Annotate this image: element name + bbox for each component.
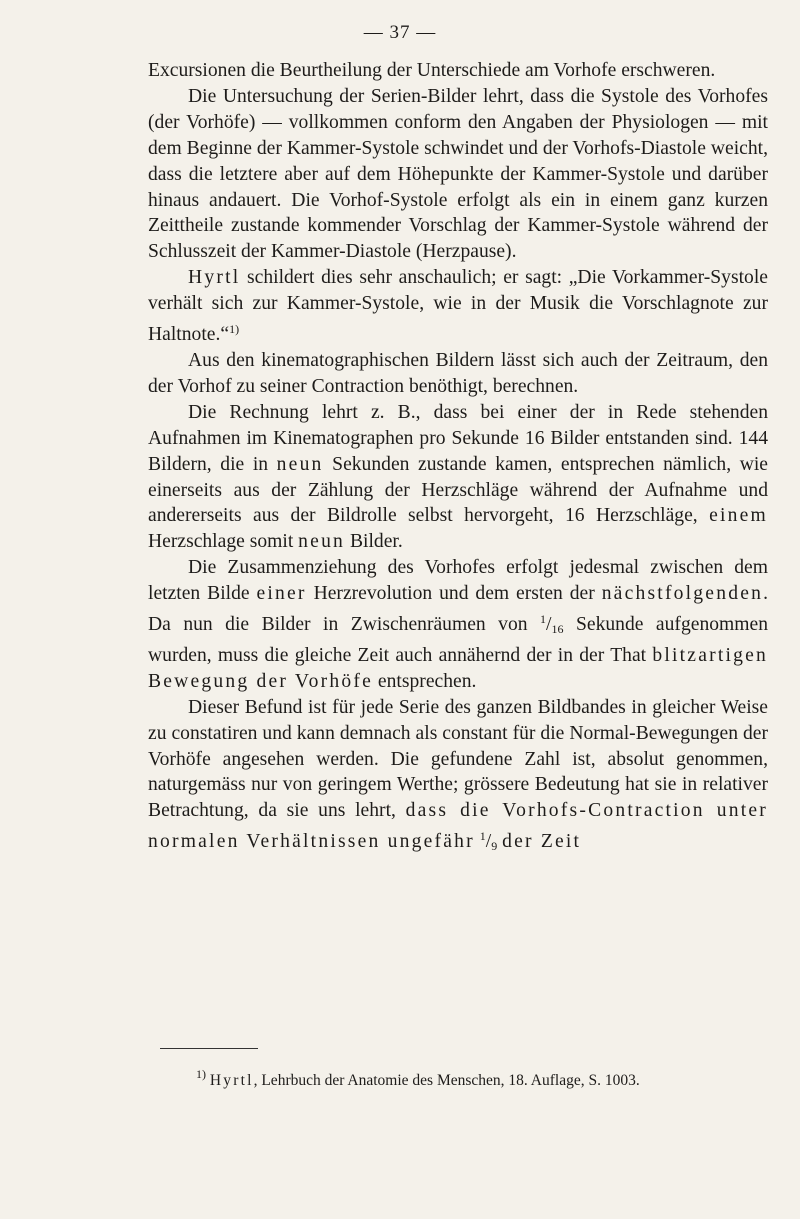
author-name: Hyrtl	[188, 267, 241, 289]
fraction-numerator: 1	[479, 829, 486, 844]
paragraph-5	[148, 400, 768, 555]
footnote	[196, 1064, 756, 1091]
emphasis: nächstfolgenden	[601, 583, 764, 605]
paragraph-6-text: Die Zusammenziehung des Vorhofes erfolgt jedesmal zwischen dem letzten Bilde	[148, 557, 768, 605]
fraction: $^1/_{16}$	[540, 612, 564, 637]
paragraph-2: Die Untersuchung der Serien-Bilder lehrt, dass die Systole des Vorhofes (der Vorhöfe) — vollkommen conform den Angaben der Physiologen — mit dem Beginne der Kammer-Systole schwindet und der Vorhofs-Diastole weicht, dass die letztere aber auf dem Höhepunkte der Kammer-Systole und darüber hinaus andauert. Die Vorhof-Systole erfolgt als ein in einem ganz kurzen Zeittheile zustande kommender Vorschlag der Kammer-Systole während der Schlusszeit der Kammer-Diastole (Herzpause).	[148, 85, 768, 263]
paragraph-5-text: Herzschlage somit	[148, 531, 299, 553]
paragraph-6-text: Herzrevolution und dem ersten der	[306, 583, 602, 605]
emphasis: der Zeit	[502, 831, 582, 853]
main-text	[148, 58, 768, 860]
paragraph-5-text: Sekunden zustande kamen, entsprechen nämlich, wie einerseits aus der Zählung der Herzschläge während der Aufnahme und andererseits aus der Bildrolle selbst hervorgeht, 16 Herzschläge,	[148, 453, 769, 527]
footnote-text: , Lehrbuch der Anatomie des Menschen, 18. Auflage, S. 1003.	[253, 1072, 640, 1089]
footnote-reference: 1)	[229, 322, 240, 337]
footnote-mark: 1)	[196, 1067, 206, 1081]
paragraph-7	[148, 695, 768, 860]
fraction-denominator: 16	[551, 622, 564, 637]
emphasis: einer	[256, 583, 307, 605]
paragraph-6-text: . Da nun die Bilder in Zwischenräumen von	[148, 583, 768, 636]
page-number: — 37 —	[363, 22, 437, 43]
paragraph-6-text: Sekunde aufgenommen wurden, muss die gleiche Zeit auch annähernd der in der That	[148, 614, 769, 666]
paragraph-5-text: Die Rechnung lehrt z. B., dass bei einer der in Rede stehenden Aufnahmen im Kinematographen pro Sekunde 16 Bilder entstanden sind. 144 Bildern, die in	[148, 401, 768, 475]
paragraph-4: Aus den kinematographischen Bildern lässt sich auch der Zeitraum, den der Vorhof zu seiner Contraction benöthigt, berechnen.	[148, 349, 768, 397]
emphasis: neun	[298, 531, 346, 553]
footnote-rule	[160, 1048, 258, 1049]
paragraph-6-text: entsprechen.	[373, 670, 477, 692]
emphasis: blitzartigen Bewegung der Vorhöfe	[148, 644, 768, 692]
paragraph-5-text: Bilder.	[345, 531, 403, 553]
paragraph-1: Excursionen die Beurtheilung der Unterschiede am Vorhofe erschweren.	[148, 60, 716, 81]
paragraph-7-text: Dieser Befund ist für jede Serie des ganzen Bildbandes in gleicher Weise zu constatiren und kann demnach als constant für die Normal-Bewegungen der Vorhöfe angesehen werden. Die gefundene Zahl ist, absolut genommen, naturgemäss nur von geringem Werthe; grössere Bedeutung hat sie in relativer Betrachtung, da sie uns lehrt,	[148, 696, 768, 822]
paragraph-3	[148, 265, 768, 348]
fraction-denominator: 9	[491, 839, 498, 854]
fraction-numerator: 1	[540, 612, 547, 627]
paragraph-6	[148, 555, 768, 695]
emphasis: dass die Vorhofs-Contraction unter normalen Verhältnissen ungefähr	[148, 800, 768, 853]
emphasis: neun	[276, 453, 324, 475]
emphasis: einem	[709, 505, 768, 527]
paragraph-3-text: schildert dies sehr anschaulich; er sagt: „Die Vorkammer-Systole verhält sich zur Kammer-Systole, wie in der Musik die Vorschlagnote zur Haltnote.“	[148, 267, 768, 346]
footnote-author: Hyrtl	[209, 1072, 254, 1089]
fraction: $^1/_9$	[479, 829, 498, 854]
